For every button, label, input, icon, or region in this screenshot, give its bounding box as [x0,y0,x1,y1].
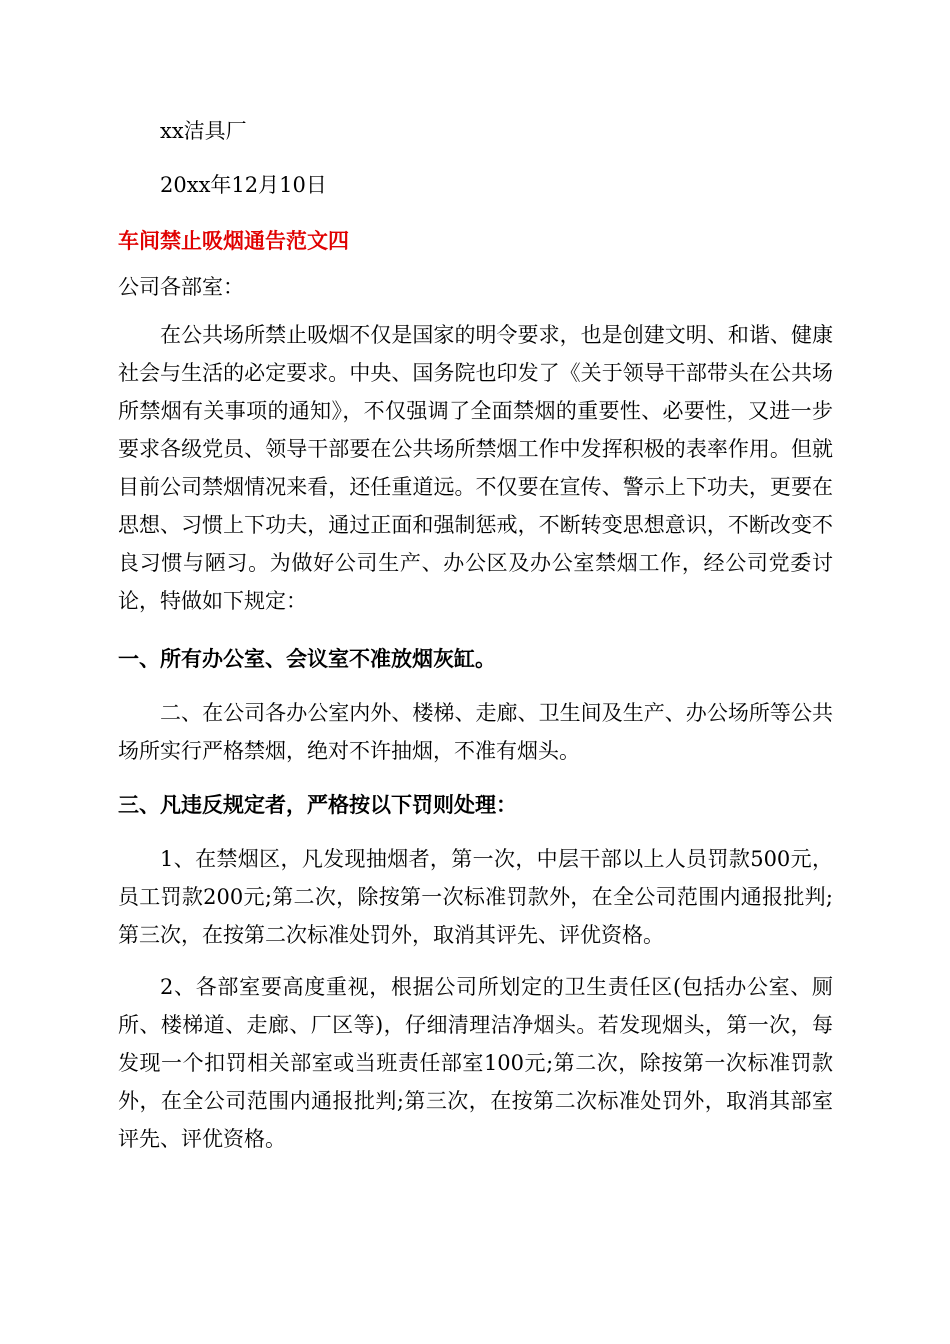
signature-date: 20xx年12月10日 [160,173,327,197]
salutation: 公司各部室： [118,275,244,299]
penalty-rule-1: 1、在禁烟区，凡发现抽烟者，第一次，中层干部以上人员罚款500元，员工罚款200元;第二次，除按第一次标准罚款外，在全公司范围内通报批判;第三次，在按第二次标准处罚外，取消其评先、评优资格。 [118,847,833,947]
regulation-item-2: 二、在公司各办公室内外、楼梯、走廊、卫生间及生产、办公场所等公共场所实行严格禁烟，绝对不许抽烟，不准有烟头。 [118,701,833,763]
penalty-rule-2: 2、各部室要高度重视，根据公司所划定的卫生责任区(包括办公室、厕所、楼梯道、走廊、厂区等)，仔细清理洁净烟头。若发现烟头，第一次，每发现一个扣罚相关部室或当班责任部室100元;第二次，除按第一次标准罚款外，在全公司范围内通报批判;第三次，在按第二次标准处罚外，取消其部室评先、评优资格。 [118,975,833,1151]
intro-paragraph: 在公共场所禁止吸烟不仅是国家的明令要求，也是创建文明、和谐、健康社会与生活的必定要求。中央、国务院也印发了《关于领导干部带头在公共场所禁烟有关事项的通知》，不仅强调了全面禁烟的重要性、必要性，又进一步要求各级党员、领导干部要在公共场所禁烟工作中发挥积极的表率作用。但就目前公司禁烟情况来看，还任重道远。不仅要在宣传、警示上下功夫，更要在思想、习惯上下功夫，通过正面和强制惩戒，不断转变思想意识，不断改变不良习惯与陋习。为做好公司生产、办公区及办公室禁烟工作，经公司党委讨论，特做如下规定： [118,323,833,613]
signature-company: xx洁具厂 [160,119,247,143]
regulation-item-3: 三、凡违反规定者，严格按以下罚则处理： [118,793,517,817]
regulation-item-1: 一、所有办公室、会议室不准放烟灰缸。 [118,647,496,671]
document-title: 车间禁止吸烟通告范文四 [118,229,349,253]
